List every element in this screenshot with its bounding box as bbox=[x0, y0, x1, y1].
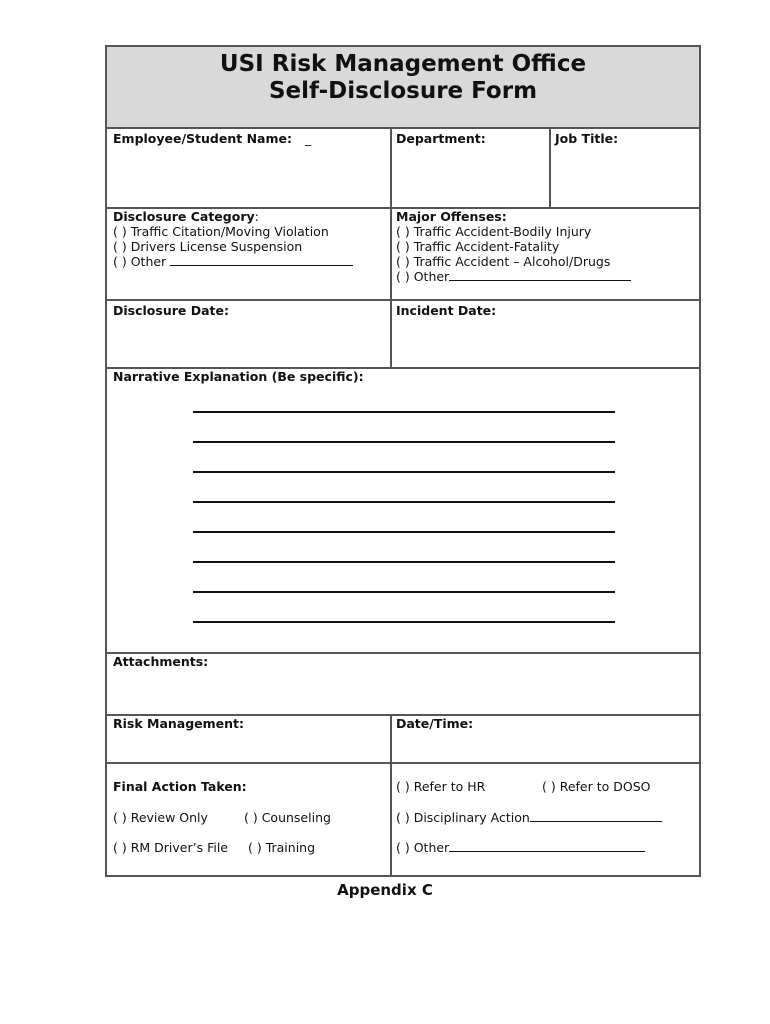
option-other-category[interactable] bbox=[113, 254, 353, 269]
other-action-blank[interactable] bbox=[449, 851, 645, 852]
option-bodily-injury[interactable]: ( ) Traffic Accident-Bodily Injury bbox=[396, 224, 592, 239]
option-alcohol-drugs[interactable]: ( ) Traffic Accident – Alcohol/Drugs bbox=[396, 254, 611, 269]
disclosure-category-section bbox=[107, 209, 390, 299]
narrative-line[interactable] bbox=[193, 441, 615, 443]
attachments-field[interactable] bbox=[107, 654, 699, 714]
disclosure-date-field[interactable] bbox=[107, 301, 390, 367]
option-training[interactable]: ( ) Training bbox=[248, 840, 316, 855]
form-title: USI Risk Management Office bbox=[219, 51, 587, 77]
option-refer-hr[interactable]: ( ) Refer to HR bbox=[396, 779, 486, 794]
final-action-options-right bbox=[392, 764, 701, 877]
narrative-line[interactable] bbox=[193, 531, 615, 533]
final-action-label: Final Action Taken: bbox=[113, 779, 247, 794]
option-review-only[interactable]: ( ) Review Only bbox=[113, 810, 208, 825]
incident-date-field[interactable] bbox=[392, 301, 701, 367]
option-counseling[interactable]: ( ) Counseling bbox=[244, 810, 331, 825]
date-time-field[interactable] bbox=[392, 716, 701, 762]
option-other-action[interactable] bbox=[396, 840, 645, 855]
self-disclosure-form bbox=[105, 45, 701, 877]
option-other-offense-label: ( ) Other bbox=[396, 269, 450, 284]
major-offenses-section bbox=[392, 209, 701, 299]
date-time-label: Date/Time: bbox=[396, 716, 474, 731]
other-category-blank[interactable] bbox=[170, 265, 353, 266]
form-subtitle: Self-Disclosure Form bbox=[268, 78, 538, 104]
narrative-line[interactable] bbox=[193, 501, 615, 503]
option-disciplinary-action-label: ( ) Disciplinary Action bbox=[396, 810, 530, 825]
disciplinary-action-blank[interactable] bbox=[530, 821, 662, 822]
job-title-field[interactable] bbox=[551, 129, 701, 207]
risk-management-label: Risk Management: bbox=[113, 716, 245, 731]
attachments-label: Attachments: bbox=[113, 654, 209, 669]
narrative-line[interactable] bbox=[193, 471, 615, 473]
risk-management-field[interactable] bbox=[107, 716, 390, 762]
final-action-section bbox=[107, 764, 390, 877]
employee-name-label: Employee/Student Name: bbox=[113, 131, 292, 146]
narrative-line[interactable] bbox=[193, 621, 615, 623]
option-disciplinary-action[interactable] bbox=[396, 810, 662, 825]
option-other-action-label: ( ) Other bbox=[396, 840, 450, 855]
employee-name-field[interactable] bbox=[107, 129, 390, 207]
narrative-label: Narrative Explanation (Be specific): bbox=[113, 369, 364, 384]
disclosure-category-label: Disclosure Category bbox=[113, 209, 255, 224]
form-header bbox=[107, 47, 699, 129]
option-other-category-label: ( ) Other bbox=[113, 254, 167, 269]
disclosure-date-label: Disclosure Date: bbox=[113, 303, 229, 318]
disclosure-category-colon: : bbox=[254, 209, 259, 224]
narrative-line[interactable] bbox=[193, 561, 615, 563]
disclosure-category-heading bbox=[113, 209, 259, 224]
option-other-offense[interactable] bbox=[396, 269, 631, 284]
department-label: Department: bbox=[396, 131, 486, 146]
narrative-line[interactable] bbox=[193, 411, 615, 413]
option-traffic-citation[interactable]: ( ) Traffic Citation/Moving Violation bbox=[113, 224, 329, 239]
incident-date-label: Incident Date: bbox=[396, 303, 497, 318]
narrative-line[interactable] bbox=[193, 591, 615, 593]
other-offense-blank[interactable] bbox=[449, 280, 631, 281]
department-field[interactable] bbox=[392, 129, 549, 207]
employee-name-value: _ bbox=[305, 131, 312, 146]
option-license-suspension[interactable]: ( ) Drivers License Suspension bbox=[113, 239, 303, 254]
appendix-label: Appendix C bbox=[337, 881, 433, 899]
major-offenses-label: Major Offenses: bbox=[396, 209, 507, 224]
option-refer-doso[interactable]: ( ) Refer to DOSO bbox=[542, 779, 651, 794]
option-rm-drivers-file[interactable]: ( ) RM Driver’s File bbox=[113, 840, 228, 855]
narrative-section bbox=[107, 369, 699, 652]
job-title-label: Job Title: bbox=[555, 131, 619, 146]
option-fatality[interactable]: ( ) Traffic Accident-Fatality bbox=[396, 239, 560, 254]
